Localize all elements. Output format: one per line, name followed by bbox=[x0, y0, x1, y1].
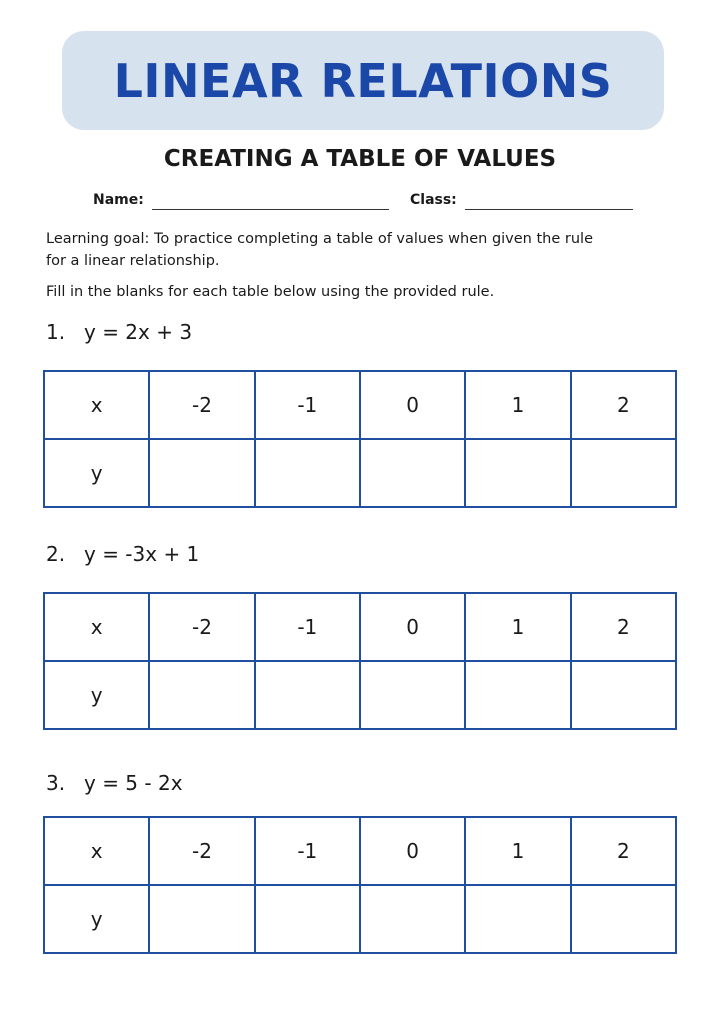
y-row bbox=[44, 439, 676, 507]
y-answer-cell[interactable] bbox=[465, 661, 570, 729]
table-of-values-1 bbox=[43, 370, 677, 508]
problem-3-heading bbox=[46, 771, 183, 795]
x-row bbox=[44, 371, 676, 439]
y-answer-cell[interactable] bbox=[255, 661, 360, 729]
x-value-cell: 2 bbox=[571, 593, 676, 661]
x-value-cell: -2 bbox=[149, 817, 254, 885]
y-answer-cell[interactable] bbox=[465, 439, 570, 507]
y-header-cell: y bbox=[44, 661, 149, 729]
y-answer-cell[interactable] bbox=[465, 885, 570, 953]
problem-rule: y = 5 - 2x bbox=[84, 771, 183, 795]
y-answer-cell[interactable] bbox=[149, 885, 254, 953]
x-header-cell: x bbox=[44, 371, 149, 439]
y-row bbox=[44, 661, 676, 729]
x-header-cell: x bbox=[44, 817, 149, 885]
x-value-cell: 0 bbox=[360, 593, 465, 661]
y-row bbox=[44, 885, 676, 953]
x-value-cell: -1 bbox=[255, 371, 360, 439]
y-answer-cell[interactable] bbox=[571, 885, 676, 953]
x-value-cell: 1 bbox=[465, 817, 570, 885]
x-value-cell: -1 bbox=[255, 817, 360, 885]
x-value-cell: 1 bbox=[465, 371, 570, 439]
instructions: Fill in the blanks for each table below using the provided rule. bbox=[46, 284, 495, 300]
problem-2-heading bbox=[46, 542, 199, 566]
learning-goal-line-1: Learning goal: To practice completing a table of values when given the rule bbox=[46, 231, 593, 247]
x-value-cell: -1 bbox=[255, 593, 360, 661]
problem-rule: y = 2x + 3 bbox=[84, 320, 193, 344]
problem-rule: y = -3x + 1 bbox=[84, 542, 200, 566]
problem-1-heading bbox=[46, 320, 192, 344]
problem-number: 2. bbox=[46, 542, 66, 566]
name-field[interactable] bbox=[152, 209, 389, 210]
y-answer-cell[interactable] bbox=[149, 661, 254, 729]
name-label: Name: bbox=[93, 192, 144, 208]
y-answer-cell[interactable] bbox=[360, 885, 465, 953]
y-header-cell: y bbox=[44, 439, 149, 507]
x-value-cell: 0 bbox=[360, 817, 465, 885]
x-row bbox=[44, 817, 676, 885]
worksheet-subtitle: CREATING A TABLE OF VALUES bbox=[163, 146, 557, 172]
table-of-values-2 bbox=[43, 592, 677, 730]
learning-goal-line-2: for a linear relationship. bbox=[46, 253, 220, 269]
y-answer-cell[interactable] bbox=[255, 885, 360, 953]
page-title: LINEAR RELATIONS bbox=[113, 53, 613, 108]
y-answer-cell[interactable] bbox=[571, 661, 676, 729]
problem-number: 1. bbox=[46, 320, 66, 344]
class-field[interactable] bbox=[465, 209, 633, 210]
y-answer-cell[interactable] bbox=[255, 439, 360, 507]
x-value-cell: 2 bbox=[571, 371, 676, 439]
y-answer-cell[interactable] bbox=[149, 439, 254, 507]
x-value-cell: 1 bbox=[465, 593, 570, 661]
x-value-cell: -2 bbox=[149, 593, 254, 661]
title-banner bbox=[62, 31, 664, 130]
x-value-cell: 2 bbox=[571, 817, 676, 885]
x-value-cell: -2 bbox=[149, 371, 254, 439]
y-answer-cell[interactable] bbox=[571, 439, 676, 507]
class-label: Class: bbox=[410, 192, 457, 208]
x-header-cell: x bbox=[44, 593, 149, 661]
table-of-values-3 bbox=[43, 816, 677, 954]
x-value-cell: 0 bbox=[360, 371, 465, 439]
x-row bbox=[44, 593, 676, 661]
y-answer-cell[interactable] bbox=[360, 661, 465, 729]
y-answer-cell[interactable] bbox=[360, 439, 465, 507]
y-header-cell: y bbox=[44, 885, 149, 953]
problem-number: 3. bbox=[46, 771, 66, 795]
